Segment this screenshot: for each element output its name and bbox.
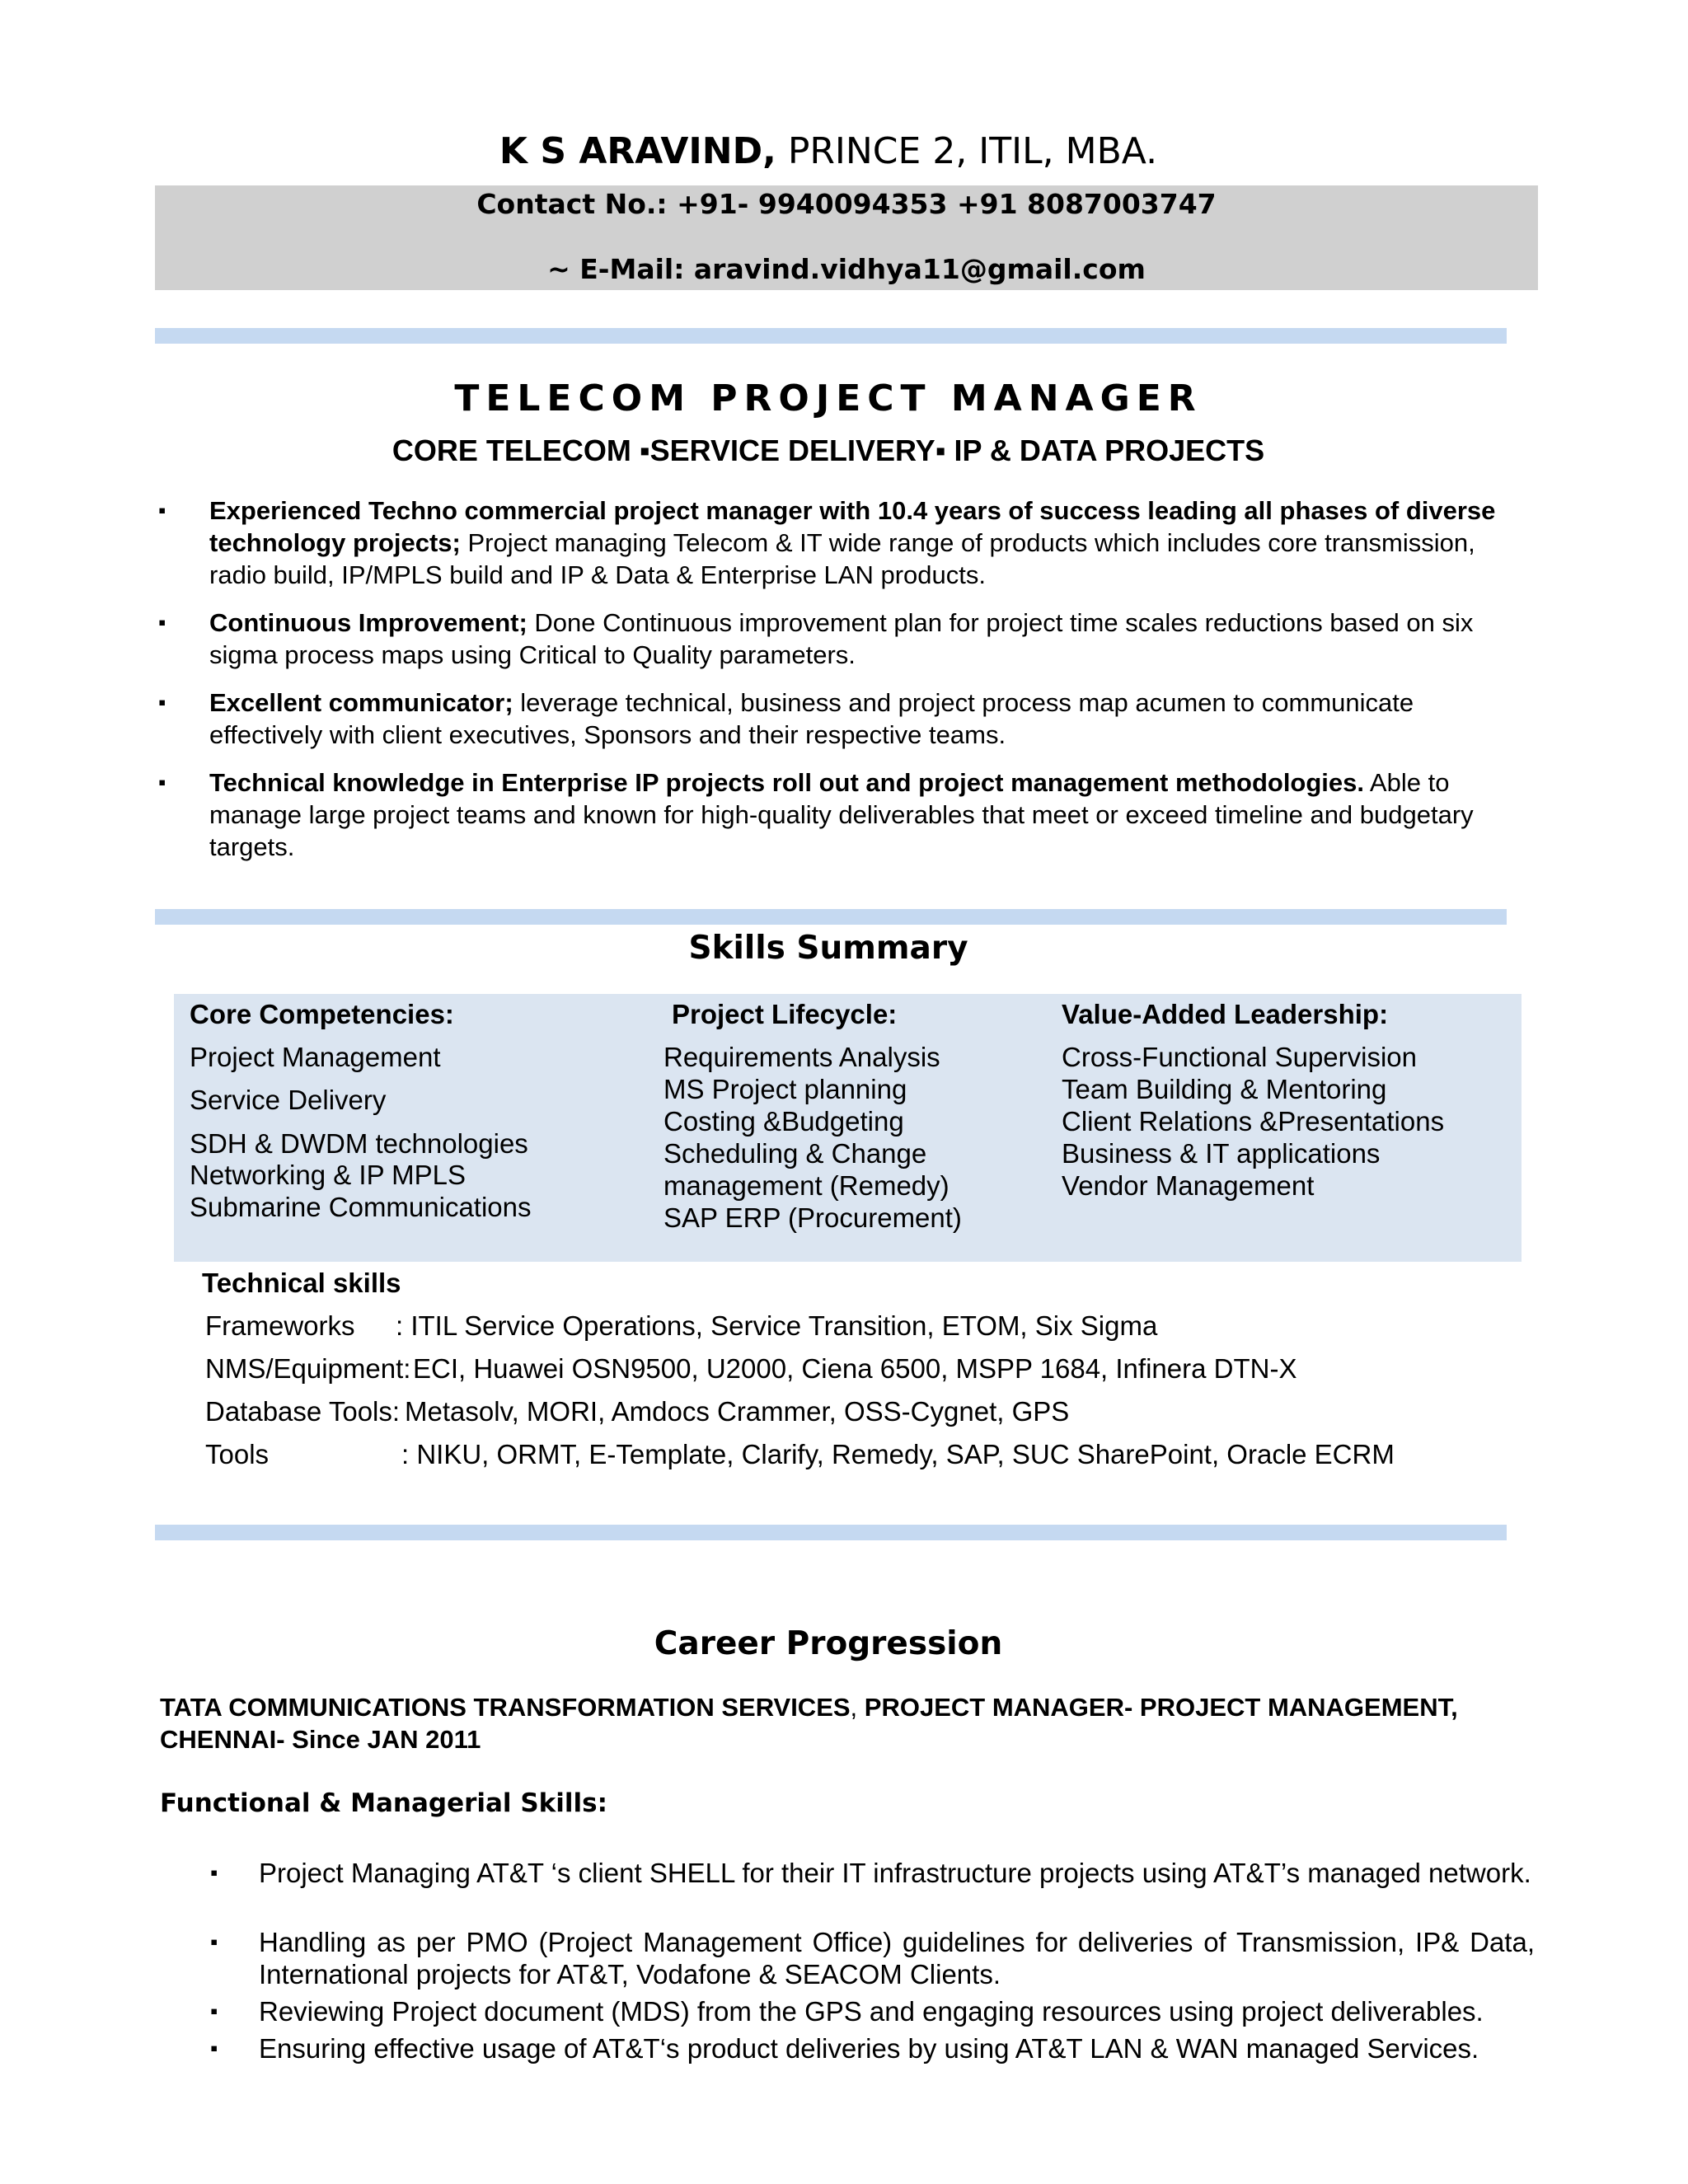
company-name: TATA COMMUNICATIONS TRANSFORMATION SERVICES [160, 1693, 851, 1722]
bullet-icon: ▪ [210, 2036, 218, 2060]
highlight-text: leverage technical, business and project process map acumen to communicate effectively with client executives, Sponsors and their respective teams. [209, 688, 1414, 749]
highlight-text: Able to manage large project teams and known for high-quality deliverables that meet or exceed timeline and budgetary targets. [209, 768, 1474, 861]
bullet-icon: ▪ [210, 1860, 218, 1885]
skill-item: SAP ERP (Procurement) [663, 1202, 962, 1233]
skill-item: Vendor Management [1062, 1170, 1315, 1201]
highlight-lead: Experienced Techno commercial project manager with 10.4 years of success leading all phases of diverse technology projects; [209, 496, 1496, 557]
bullet-icon: ▪ [158, 690, 166, 715]
profile-subheadline: CORE TELECOM ▪SERVICE DELIVERY▪ IP & DATA PROJECTS [392, 434, 1265, 467]
job-title [160, 1691, 1561, 1755]
technical-skill-value: : ITIL Service Operations, Service Transition, ETOM, Six Sigma [396, 1310, 1158, 1341]
profile-highlight [209, 607, 1528, 671]
contact-phone: Contact No.: +91- 9940094353 +91 8087003747 [476, 188, 1217, 220]
section-divider [155, 909, 1507, 925]
bullet-icon: ▪ [210, 1999, 218, 2023]
technical-skills-title: Technical skills [202, 1268, 401, 1298]
candidate-credentials: PRINCE 2, ITIL, MBA. [776, 130, 1158, 172]
technical-skill-value: Metasolv, MORI, Amdocs Crammer, OSS-Cygnet, GPS [405, 1396, 1070, 1427]
technical-skill-label: Frameworks [205, 1310, 355, 1341]
highlight-lead: Continuous Improvement; [209, 608, 528, 637]
job-separator: , [850, 1693, 858, 1722]
skill-item: Costing &Budgeting [663, 1106, 904, 1137]
profile-highlight [209, 766, 1528, 863]
skill-item: Client Relations &Presentations [1062, 1106, 1445, 1137]
highlight-text: Project managing Telecom & IT wide range of products which includes core transmission, radio build, IP/MPLS build and IP & Data & Enterprise LAN products. [209, 528, 1475, 589]
highlight-text: Done Continuous improvement plan for project time scales reductions based on six sigma process maps using Critical to Quality parameters. [209, 608, 1474, 669]
skill-item: MS Project planning [663, 1074, 907, 1104]
bullet-icon: ▪ [210, 1929, 218, 1954]
duty-item: Ensuring effective usage of AT&T‘s product deliveries by using AT&T LAN & WAN managed Services. [259, 2033, 1479, 2064]
technical-skill-value: ECI, Huawei OSN9500, U2000, Ciena 6500, MSPP 1684, Infinera DTN-X [413, 1353, 1297, 1384]
career-title: Career Progression [654, 1625, 1003, 1662]
profile-highlight [209, 687, 1528, 751]
skill-item: Scheduling & Change [663, 1138, 927, 1169]
skill-item: SDH & DWDM technologies [190, 1128, 528, 1159]
value-added-leadership-title: Value-Added Leadership: [1062, 999, 1389, 1029]
candidate-name: K S ARAVIND, [499, 130, 776, 172]
technical-skill-label: NMS/Equipment: [205, 1353, 411, 1384]
technical-skill-label: Tools [205, 1439, 270, 1469]
project-lifecycle-title: Project Lifecycle: [672, 999, 898, 1029]
skill-item: management (Remedy) [663, 1170, 950, 1201]
skill-item: Service Delivery [190, 1085, 387, 1115]
profile-headline: TELECOM PROJECT MANAGER [454, 377, 1203, 419]
duty-item: Reviewing Project document (MDS) from the GPS and engaging resources using project deliverables. [259, 1996, 1484, 2027]
section-divider [155, 1525, 1507, 1540]
skill-item: Business & IT applications [1062, 1138, 1381, 1169]
duty-item: Handling as per PMO (Project Management Office) guidelines for deliveries of Transmission, IP& Data, International projects for AT&T, Vodafone & SEACOM Clients. [259, 1927, 1535, 1990]
candidate-name-line [0, 130, 1657, 172]
section-divider [155, 328, 1507, 344]
skill-item: Networking & IP MPLS [190, 1160, 467, 1190]
contact-email: ~ E-Mail: aravind.vidhya11@gmail.com [547, 253, 1146, 285]
core-competencies-title: Core Competencies: [190, 999, 454, 1029]
duty-item: Project Managing AT&T ‘s client SHELL for their IT infrastructure projects using AT&T’s managed network. [259, 1858, 1531, 1888]
profile-highlight [209, 494, 1528, 591]
highlight-lead: Excellent communicator; [209, 688, 513, 717]
bullet-icon: ▪ [158, 498, 166, 523]
functional-skills-title: Functional & Managerial Skills: [160, 1788, 608, 1818]
bullet-icon: ▪ [158, 770, 166, 794]
skill-item: Submarine Communications [190, 1192, 532, 1222]
skill-item: Team Building & Mentoring [1062, 1074, 1387, 1104]
technical-skill-value: : NIKU, ORMT, E-Template, Clarify, Remedy, SAP, SUC SharePoint, Oracle ECRM [401, 1439, 1395, 1469]
technical-skill-label: Database Tools: [205, 1396, 401, 1427]
skill-item: Requirements Analysis [663, 1042, 940, 1072]
skills-title: Skills Summary [688, 930, 968, 967]
job-role: PROJECT MANAGER- PROJECT MANAGEMENT, CHENNAI- Since JAN 2011 [160, 1693, 1458, 1754]
highlight-lead: Technical knowledge in Enterprise IP projects roll out and project management methodologies. [209, 768, 1365, 797]
skill-item: Cross-Functional Supervision [1062, 1042, 1418, 1072]
bullet-icon: ▪ [158, 610, 166, 635]
skill-item: Project Management [190, 1042, 441, 1072]
